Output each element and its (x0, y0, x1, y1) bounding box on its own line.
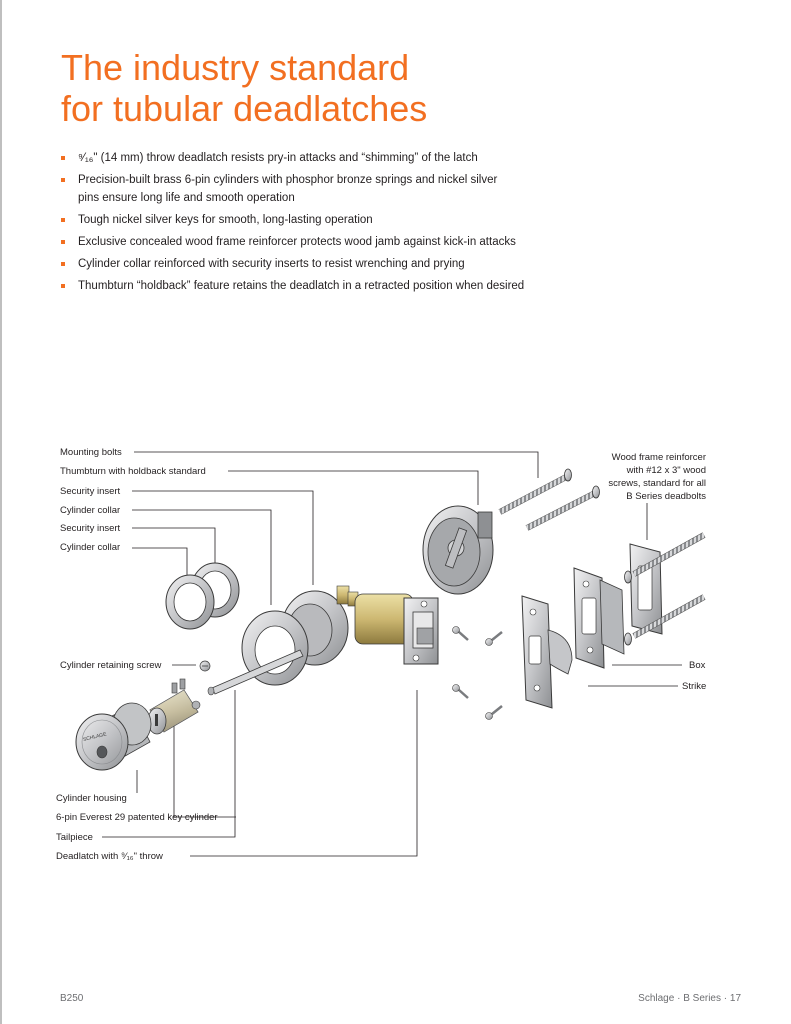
label-mounting-bolts: Mounting bolts (60, 447, 122, 458)
feature-text: Tough nickel silver keys for smooth, long-lasting operation (78, 214, 373, 226)
label-reinforcer-line: Wood frame reinforcer (611, 452, 706, 463)
thumbturn-assembly (423, 506, 493, 594)
cylinder-collars (166, 563, 348, 685)
feature-text: Cylinder collar reinforced with security inserts to resist wrenching and prying (78, 258, 465, 270)
footer-doc-code: B250 (60, 993, 84, 1004)
footer-page-info: Schlage · B Series · 17 (638, 993, 741, 1004)
label-deadlatch: Deadlatch with ⁹⁄₁₆" throw (56, 851, 163, 862)
strike-plate (522, 596, 572, 708)
feature-text: Exclusive concealed wood frame reinforcer protects wood jamb against kick-in attacks (78, 236, 516, 248)
label-reinforcer-line: with #12 x 3" wood (626, 465, 706, 476)
label-reinforcer-line: screws, standard for all (608, 478, 706, 489)
small-screws (453, 627, 503, 720)
label-security-insert: Security insert (60, 523, 121, 534)
title-line-2: for tubular deadlatches (61, 88, 428, 129)
label-tailpiece: Tailpiece (56, 832, 93, 843)
leader-security-insert-2 (132, 528, 215, 565)
retaining-screw (200, 661, 210, 671)
leader-key-cylinder (174, 722, 236, 817)
label-security-insert: Security insert (60, 486, 121, 497)
label-cylinder-housing: Cylinder housing (56, 793, 127, 804)
label-reinforcer-line: B Series deadbolts (626, 491, 706, 502)
label-cylinder-collar: Cylinder collar (60, 505, 121, 516)
label-wood-frame-reinforcer (608, 451, 706, 503)
label-cylinder-collar: Cylinder collar (60, 542, 121, 553)
wood-frame-reinforcer (625, 535, 705, 645)
label-strike: Strike (682, 681, 707, 692)
cylinder-housing (76, 703, 151, 770)
label-box: Box (689, 660, 706, 671)
leader-deadlatch (190, 690, 417, 856)
feature-text-continued: pins ensure long life and smooth operation (78, 192, 295, 204)
strike-box (574, 568, 624, 668)
feature-text: ⁹⁄₁₆" (14 mm) throw deadlatch resists pry-in attacks and “shimming” of the latch (78, 152, 478, 164)
feature-text: Thumbturn “holdback” feature retains the deadlatch in a retracted position when desired (78, 280, 525, 292)
label-thumbturn: Thumbturn with holdback standard (60, 466, 206, 477)
title-line-1: The industry standard (61, 47, 410, 88)
feature-text: Precision-built brass 6-pin cylinders with phosphor bronze springs and nickel silver (78, 174, 498, 186)
label-key-cylinder: 6-pin Everest 29 patented key cylinder (56, 812, 218, 823)
label-cylinder-retaining-screw: Cylinder retaining screw (60, 660, 162, 671)
mounting-bolts (500, 469, 600, 528)
leader-cylinder-collar-2 (132, 548, 187, 578)
schlage-engraving: SCHLAGE (82, 731, 108, 744)
deadlatch-assembly (337, 586, 438, 664)
key-cylinder (148, 679, 200, 734)
leader-thumbturn (228, 471, 478, 505)
